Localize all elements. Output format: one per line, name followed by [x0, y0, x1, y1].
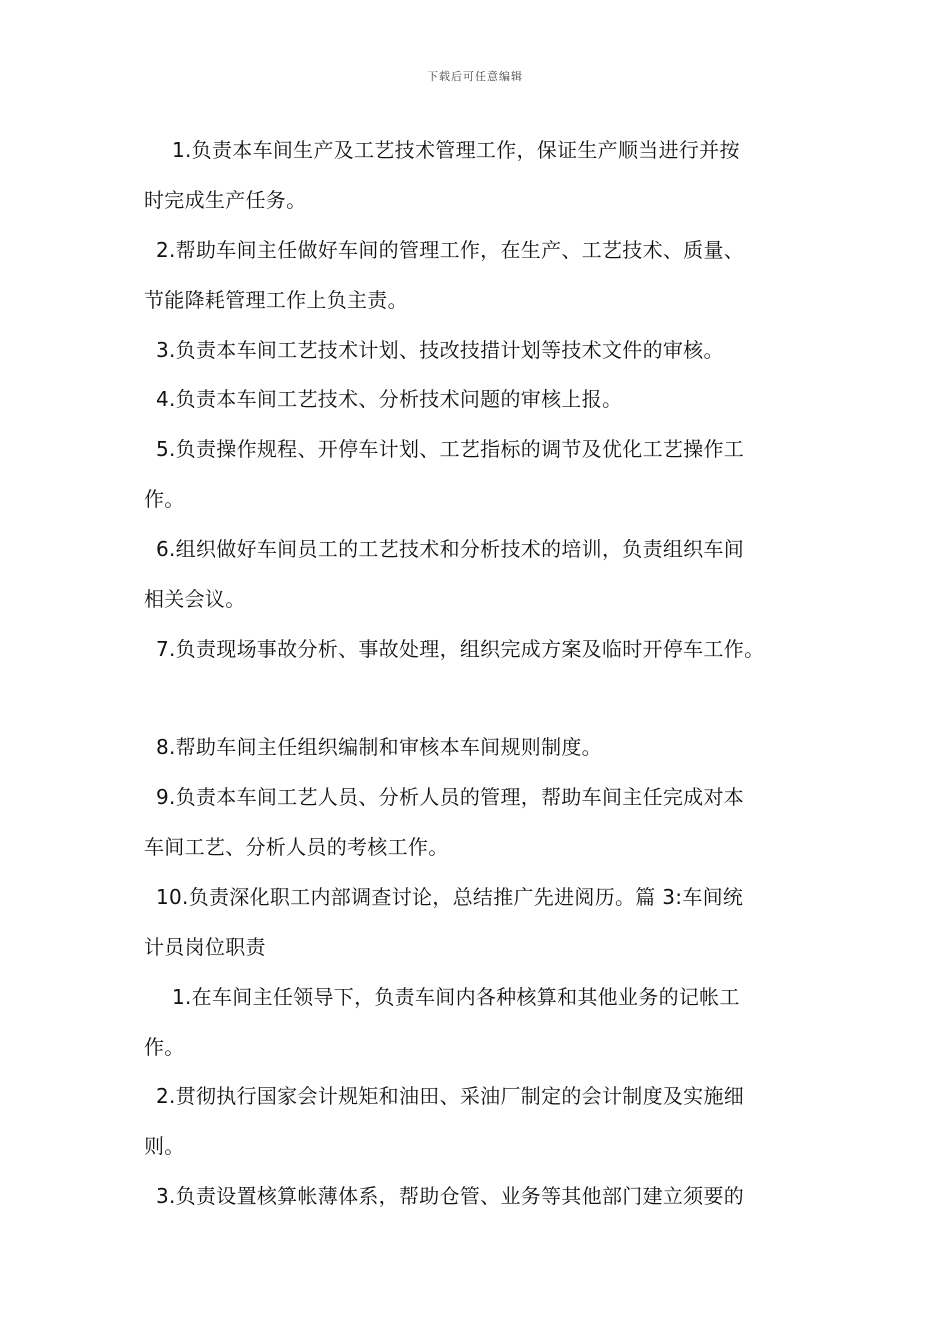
- text-line: 7.负责现场事故分析、事故处理，组织完成方案及临时开停车工作。: [156, 637, 765, 661]
- text-line: 计员岗位职责: [144, 935, 266, 959]
- text-line: 则。: [144, 1134, 185, 1158]
- page-header: 下载后可任意编辑: [427, 70, 523, 83]
- text-line: 1.负责本车间生产及工艺技术管理工作，保证生产顺当进行并按: [172, 138, 740, 162]
- text-line: 2.贯彻执行国家会计规矩和油田、采油厂制定的会计制度及实施细: [156, 1084, 745, 1108]
- text-line: 作。: [144, 1035, 185, 1059]
- text-line: 节能降耗管理工作上负主责。: [144, 288, 408, 312]
- text-line: 6.组织做好车间员工的工艺技术和分析技术的培训，负责组织车间: [156, 537, 745, 561]
- text-line: 4.负责本车间工艺技术、分析技术问题的审核上报。: [156, 387, 623, 411]
- text-line: 3.负责设置核算帐薄体系，帮助仓管、业务等其他部门建立须要的: [156, 1184, 745, 1208]
- text-line: 相关会议。: [144, 587, 246, 611]
- text-line: 3.负责本车间工艺技术计划、技改技措计划等技术文件的审核。: [156, 338, 724, 362]
- text-line: 2.帮助车间主任做好车间的管理工作，在生产、工艺技术、质量、: [156, 238, 745, 262]
- text-line: 车间工艺、分析人员的考核工作。: [144, 835, 449, 859]
- text-line: 5.负责操作规程、开停车计划、工艺指标的调节及优化工艺操作工: [156, 437, 745, 461]
- text-line: 作。: [144, 487, 185, 511]
- text-line: 时完成生产任务。: [144, 188, 307, 212]
- text-line: 9.负责本车间工艺人员、分析人员的管理，帮助车间主任完成对本: [156, 785, 745, 809]
- text-line: 1.在车间主任领导下，负责车间内各种核算和其他业务的记帐工: [172, 985, 740, 1009]
- text-line: 8.帮助车间主任组织编制和审核本车间规则制度。: [156, 735, 602, 759]
- text-line: 10.负责深化职工内部调查讨论，总结推广先进阅历。篇 3:车间统: [156, 885, 744, 909]
